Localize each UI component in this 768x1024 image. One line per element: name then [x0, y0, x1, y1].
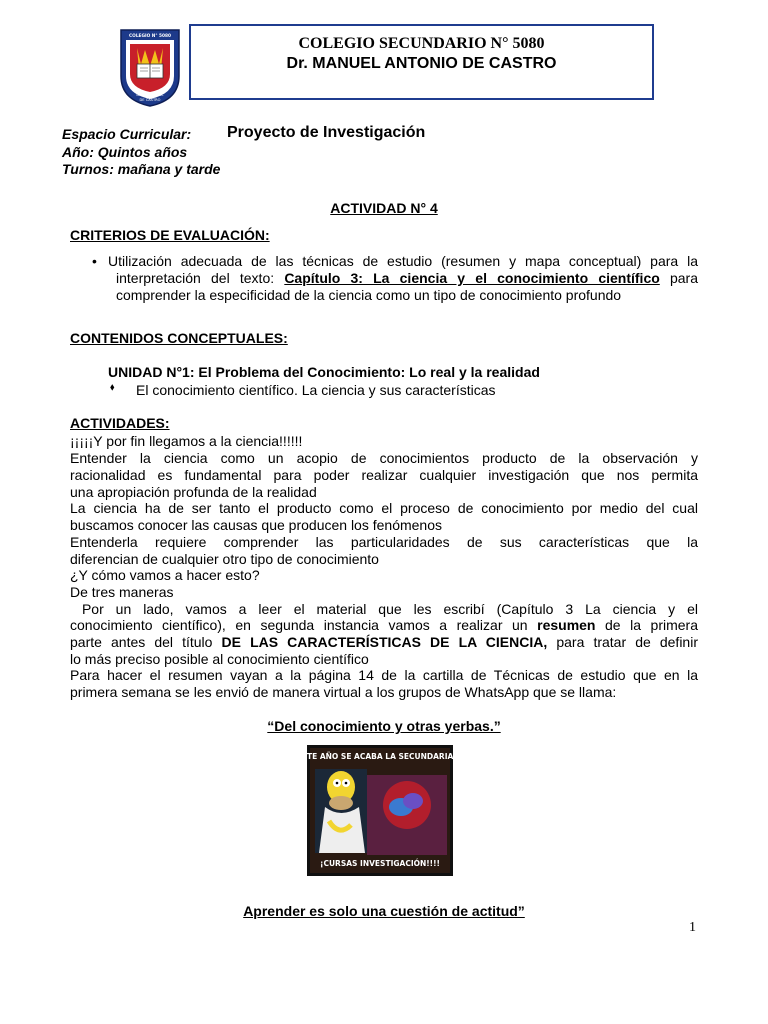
page-number: 1: [689, 920, 696, 935]
turnos-label: Turnos: mañana y tarde: [62, 161, 221, 177]
criterios-line2-after: para: [659, 270, 699, 286]
actividades-line-2: Entender la ciencia como un acopio de conocimientos producto de la observación y: [70, 450, 698, 466]
actividades-line-16: primera semana se les envió de manera virtual a los grupos de WhatsApp que se llama:: [70, 684, 617, 700]
anio-label: Año: Quintos años: [62, 144, 188, 160]
diamond-bullet-icon: ⬧: [110, 382, 115, 393]
logo-bottom-text-1: DR. MANUEL A.: [136, 93, 164, 97]
actividades-line-5: La ciencia ha de ser tanto el producto como el proceso de conocimiento por medio del cual: [70, 500, 698, 516]
resumen-keyword: resumen: [537, 617, 596, 633]
school-name-line1: COLEGIO SECUNDARIO N° 5080: [298, 35, 545, 52]
actividades-line-3: racionalidad es fundamental para poder realizar cualquier investigación que nos permita: [70, 467, 698, 483]
actividades-line-13-after: para tratar de definir: [547, 634, 698, 650]
logo-top-text: COLEGIO N° 5080: [129, 34, 171, 39]
actividades-line-13-before: parte antes del título: [70, 634, 222, 650]
actividades-line-4: una apropiación profunda de la realidad: [70, 484, 317, 500]
criterios-heading: CRITERIOS DE EVALUACIÓN:: [70, 227, 270, 243]
actividades-line-10: De tres maneras: [70, 584, 174, 600]
chapter-reference: Capítulo 3: La ciencia y el conocimiento científico: [284, 270, 660, 286]
actividades-line-14: lo más preciso posible al conocimiento científico: [70, 651, 369, 667]
actividades-line-13: [70, 634, 698, 651]
espacio-curricular-value: Proyecto de Investigación: [227, 124, 426, 141]
criterios-line3: comprender la especificidad de la ciencia como un tipo de conocimiento profundo: [116, 287, 622, 303]
espacio-curricular-label: Espacio Curricular:: [62, 126, 192, 142]
school-logo: [117, 26, 183, 108]
contenidos-heading: CONTENIDOS CONCEPTUALES:: [70, 330, 288, 346]
contenidos-item: El conocimiento científico. La ciencia y sus características: [136, 382, 496, 398]
logo-bottom-text-2: DE CASTRO: [139, 98, 161, 102]
unidad-title: UNIDAD N°1: El Problema del Conocimiento: Lo real y la realidad: [108, 364, 540, 380]
activity-title: ACTIVIDAD N° 4: [330, 200, 438, 216]
caracteristicas-title: DE LAS CARACTERÍSTICAS DE LA CIENCIA,: [221, 634, 548, 650]
closing-phrase: Aprender es solo una cuestión de actitud”: [243, 903, 525, 919]
actividades-line-9: ¿Y cómo vamos a hacer esto?: [70, 567, 260, 583]
criterios-line1: Utilización adecuada de las técnicas de estudio (resumen y mapa conceptual) para la: [108, 253, 698, 269]
criterios-bullet-icon: •: [92, 253, 97, 269]
booklet-title: “Del conocimiento y otras yerbas.”: [267, 718, 501, 734]
school-name-line2: Dr. MANUEL ANTONIO DE CASTRO: [286, 55, 557, 72]
meme-image: [296, 745, 464, 876]
actividades-line-8: diferencian de cualquier otro tipo de conocimiento: [70, 551, 379, 567]
actividades-line-12: [70, 617, 698, 634]
actividades-line-11: Por un lado, vamos a leer el material que les escribí (Capítulo 3 La ciencia y el: [70, 601, 698, 617]
meme-bottom-text: ¡CURSAS INVESTIGACIÓN!!!!: [320, 859, 440, 868]
actividades-line-15: Para hacer el resumen vayan a la página 14 de la cartilla de Técnicas de estudio que en la: [70, 667, 698, 683]
actividades-line-7: Entenderla requiere comprender las particularidades de sus características que la: [70, 534, 698, 550]
actividades-heading: ACTIVIDADES:: [70, 415, 170, 431]
school-header-box: [189, 24, 654, 100]
actividades-line-1: ¡¡¡¡¡Y por fin llegamos a la ciencia!!!!!!: [70, 433, 303, 449]
actividades-line-6: buscamos conocer las causas que producen los fenómenos: [70, 517, 442, 533]
meme-top-text: ESTE AÑO SE ACABA LA SECUNDARIA!!!: [296, 752, 464, 761]
criterios-line2: [116, 270, 698, 287]
actividades-line-12-before: conocimiento científico), en segunda instancia vamos a realizar un: [70, 617, 538, 633]
criterios-line2-before: interpretación del texto:: [116, 270, 285, 286]
actividades-line-12-after: de la primera: [595, 617, 699, 633]
